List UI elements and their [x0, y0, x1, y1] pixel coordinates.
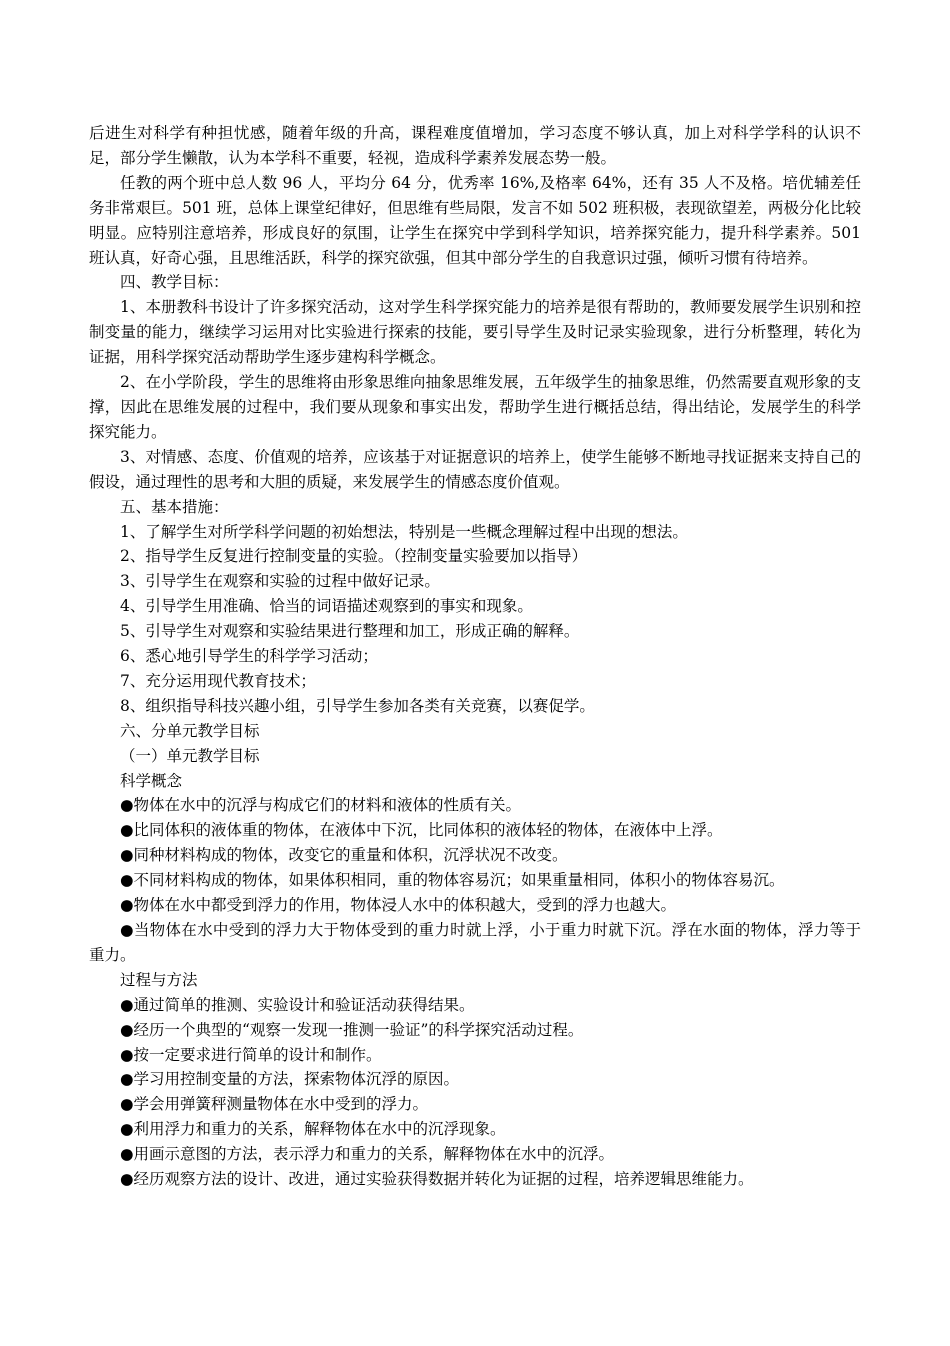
- section-heading-unit-goals: 六、分单元教学目标: [120, 721, 260, 740]
- process-bullet: ●利用浮力和重力的关系，解释物体在水中的沉浮现象。: [120, 1120, 506, 1139]
- measure-item: 6、悉心地引导学生的科学学习活动；: [120, 647, 378, 666]
- measure-item: 1、了解学生对所学科学问题的初始想法，特别是一些概念理解过程中出现的想法。: [120, 522, 688, 541]
- concept-bullet: ●不同材料构成的物体，如果体积相同，重的物体容易沉；如果重量相同，体积小的物体容易沉。: [120, 871, 785, 890]
- measure-item: 5、引导学生对观察和实验结果进行整理和加工，形成正确的解释。: [120, 622, 580, 641]
- measure-item: 3、引导学生在观察和实验的过程中做好记录。: [120, 572, 440, 591]
- paragraph-class-statistics: 任教的两个班中总人数 96 人，平均分 64 分，优秀率 16%,及格率 64%，还有 35 人不及格。培优辅差任务非常艰巨。501 班，总体上课堂纪律好，但思维有些局限，发言不如 502 班积极，表现欲望差，两极分化比较明显。应特别注意培养，形成良好的氛围，让学生在探究中学到科学知识，培养探究能力，提升科学素养。501 班认真，好奇心强，且思维活跃，科学的探究欲强，但其中部分学生的自我意识过强，倾听习惯有待培养。: [89, 173, 861, 267]
- concept-bullet: ●物体在水中都受到浮力的作用，物体浸人水中的体积越大，受到的浮力也越大。: [120, 896, 677, 915]
- paragraph-student-attitude: 后进生对科学有种担忧感，随着年级的升高，课程难度值增加，学习态度不够认真，加上对科学学科的认识不足，部分学生懒散，认为本学科不重要，轻视，造成科学素养发展态势一般。: [89, 124, 861, 167]
- concept-bullet: ●比同体积的液体重的物体，在液体中下沉，比同体积的液体轻的物体，在液体中上浮。: [120, 821, 723, 840]
- subheading-unit-goals: （一）单元教学目标: [120, 746, 260, 765]
- heading-science-concepts: 科学概念: [120, 771, 183, 790]
- measure-item: 2、指导学生反复进行控制变量的实验。（控制变量实验要加以指导）: [120, 547, 588, 566]
- teaching-goal-item: 3、对情感、态度、价值观的培养，应该基于对证据意识的培养上，使学生能够不断地寻找证据来支持自己的假设，通过理性的思考和大胆的质疑，来发展学生的情感态度价值观。: [89, 447, 861, 491]
- process-bullet: ●通过简单的推测、实验设计和验证活动获得结果。: [120, 995, 475, 1014]
- teaching-goal-item: 1、本册教科书设计了许多探究活动，这对学生科学探究能力的培养是很有帮助的，教师要发展学生识别和控制变量的能力，继续学习运用对比实验进行探索的技能，要引导学生及时记录实验现象，进行分析整理，转化为证据，用科学探究活动帮助学生逐步建构科学概念。: [89, 298, 861, 367]
- measure-item: 4、引导学生用准确、恰当的词语描述观察到的事实和现象。: [120, 597, 533, 616]
- document-body: [89, 121, 861, 1192]
- measure-item: 7、充分运用现代教育技术；: [120, 671, 316, 690]
- process-bullet: ●学习用控制变量的方法，探索物体沉浮的原因。: [120, 1070, 460, 1089]
- heading-process-methods: 过程与方法: [120, 970, 198, 989]
- section-heading-basic-measures: 五、基本措施：: [120, 497, 229, 516]
- process-bullet: ●用画示意图的方法，表示浮力和重力的关系，解释物体在水中的沉浮。: [120, 1145, 615, 1164]
- teaching-goal-item: 2、在小学阶段，学生的思维将由形象思维向抽象思维发展，五年级学生的抽象思维，仍然需要直观形象的支撑，因此在思维发展的过程中，我们要从现象和事实出发，帮助学生进行概括总结，得出结论，发展学生的科学探究能力。: [89, 373, 861, 441]
- measure-item: 8、组织指导科技兴趣小组，引导学生参加各类有关竞赛，以赛促学。: [120, 696, 595, 715]
- concept-bullet: ●物体在水中的沉浮与构成它们的材料和液体的性质有关。: [120, 796, 522, 815]
- concept-bullet: ●当物体在水中受到的浮力大于物体受到的重力时就上浮，小于重力时就下沉。浮在水面的物体，浮力等于重力。: [89, 921, 861, 964]
- process-bullet: ●按一定要求进行简单的设计和制作。: [120, 1045, 382, 1064]
- process-bullet: ●学会用弹簧秤测量物体在水中受到的浮力。: [120, 1095, 429, 1114]
- process-bullet: ●经历观察方法的设计、改进，通过实验获得数据并转化为证据的过程，培养逻辑思维能力。: [120, 1170, 754, 1189]
- concept-bullet: ●同种材料构成的物体，改变它的重量和体积，沉浮状况不改变。: [120, 846, 568, 865]
- section-heading-teaching-goals: 四、教学目标：: [120, 273, 229, 292]
- process-bullet: ●经历一个典型的“观察一发现一推测一验证”的科学探究活动过程。: [120, 1020, 584, 1039]
